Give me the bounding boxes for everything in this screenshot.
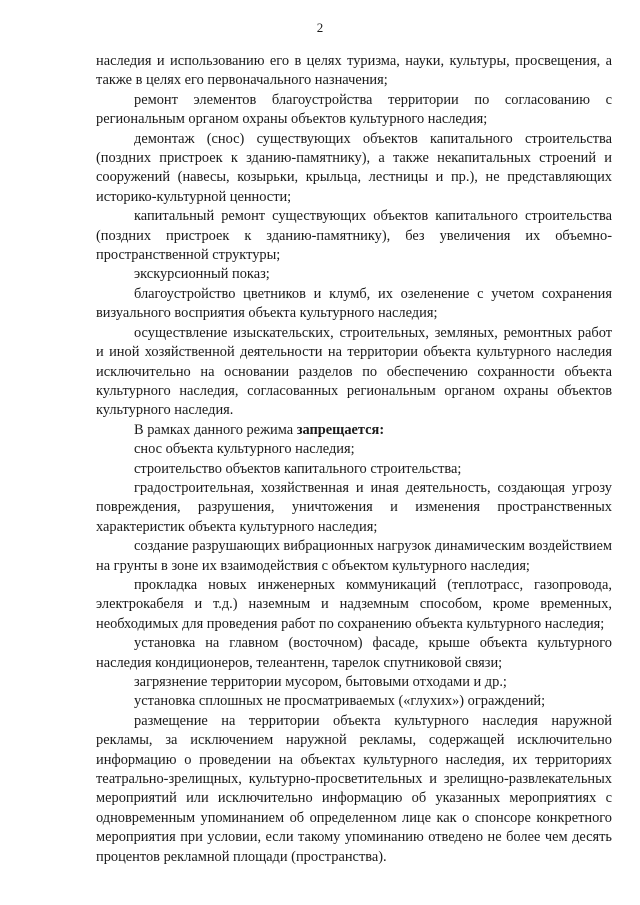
- paragraph: ремонт элементов благоустройства территории по согласованию с региональным органом охраны объектов культурного наследия;: [96, 91, 612, 128]
- regime-heading: [96, 421, 612, 440]
- paragraph: осуществление изыскательских, строительных, земляных, ремонтных работ и иной хозяйственной деятельности на территории объекта культурного наследия исключительно на основании разделов по обеспечению сохранности объекта культурного наследия, согласованных региональным органом охраны объектов культурного наследия.: [96, 324, 612, 419]
- paragraph: капитальный ремонт существующих объектов капитального строительства (поздних пристроек к зданию-памятнику), без увеличения их объемно-пространственной структуры;: [96, 208, 612, 264]
- prohibition-item: строительство объектов капитального строительства;: [134, 460, 462, 477]
- document-body: [96, 52, 612, 867]
- prohibition-item: загрязнение территории мусором, бытовыми отходами и др.;: [134, 674, 507, 690]
- prohibition-item: создание разрушающих вибрационных нагрузок динамическим воздействием на грунты в зоне их взаимодействия с объектом культурного наследия;: [96, 538, 612, 574]
- paragraph: наследия и использованию его в целях туризма, науки, культуры, просвещения, а также в целях его первоначального назначения;: [96, 53, 612, 89]
- paragraph: благоустройство цветников и клумб, их озеленение с учетом сохранения визуального восприятия объекта культурного наследия;: [96, 285, 612, 322]
- prohibition-item: прокладка новых инженерных коммуникаций (теплотрасс, газопровода, электрокабеля и т.д.) наземным и надземным способом, кроме временных, необходимых для проведения работ по сохранению объекта культурного наследия;: [96, 576, 612, 632]
- prohibition-item: установка сплошных не просматриваемых («глухих») ограждений;: [134, 693, 546, 710]
- page-number: 2: [316, 20, 324, 35]
- paragraph: экскурсионный показ;: [134, 266, 270, 283]
- prohibition-item: снос объекта культурного наследия;: [134, 441, 355, 458]
- prohibition-item: градостроительная, хозяйственная и иная деятельность, создающая угрозу повреждения, разрушения, уничтожения и изменения пространственных характеристик объекта культурного наследия;: [96, 479, 612, 535]
- paragraph: демонтаж (снос) существующих объектов капитального строительства (поздних пристроек к зданию-памятнику), а также некапитальных строений и сооружений (навесы, козырьки, крыльца, лестницы и пр.), не представляющих историко-культурной ценности;: [96, 130, 612, 205]
- regime-emphasis: запрещается:: [296, 421, 385, 438]
- prohibition-item: размещение на территории объекта культурного наследия наружной рекламы, за исключением наружной рекламы, содержащей исключительно информацию о проведении на объектах культурного наследия, их территориях театрально-зрелищных, культурно-просветительных и зрелищно-развлекательных мероприятий или исключительно информацию об указанных мероприятиях с одновременным упоминанием об определенном лице как о спонсоре конкретного мероприятия при условии, если такому упоминанию отведено не более чем десять процентов рекламной площади (пространства).: [96, 712, 612, 865]
- regime-intro: В рамках данного режима: [134, 421, 297, 438]
- prohibition-item: установка на главном (восточном) фасаде, крыше объекта культурного наследия кондиционеров, телеантенн, тарелок спутниковой связи;: [96, 635, 612, 671]
